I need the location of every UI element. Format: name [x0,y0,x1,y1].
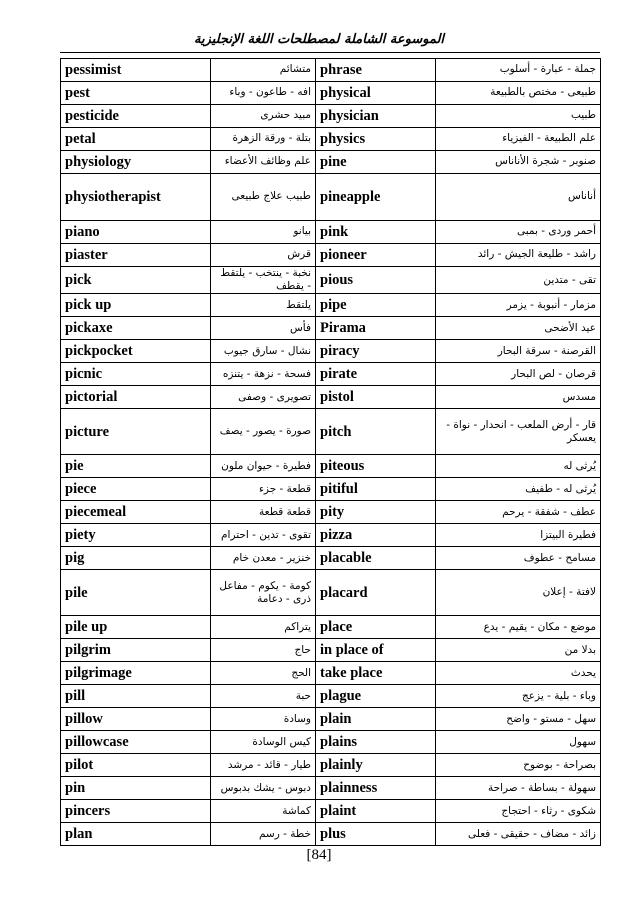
left-term: piety [61,524,211,547]
left-term: pilgrim [61,639,211,662]
right-term: take place [316,662,436,685]
table-row [61,294,601,317]
right-translation: وباء - بلية - يزعج [436,685,601,708]
right-term: placable [316,547,436,570]
left-term: pile [61,570,211,616]
right-term: pioneer [316,244,436,267]
right-translation: مسامح - عطوف [436,547,601,570]
right-translation: لافتة - إعلان [436,570,601,616]
table-row [61,151,601,174]
dictionary-body [61,59,601,846]
left-term: pincers [61,800,211,823]
table-row [61,221,601,244]
right-translation: موضع - مكان - يقيم - يدع [436,616,601,639]
right-translation: سهول [436,731,601,754]
right-translation: فطيرة البيتزا [436,524,601,547]
right-translation: تقى - متدين [436,267,601,294]
left-term: pessimist [61,59,211,82]
right-translation: القرصنة - سرقة البحار [436,340,601,363]
left-translation: كيس الوسادة [211,731,316,754]
right-translation: أحمر وردى - بمبى [436,221,601,244]
left-translation: خنزير - معدن خام [211,547,316,570]
right-translation: بصراحة - بوضوح [436,754,601,777]
table-row [61,685,601,708]
left-translation: قطعة قطعة [211,501,316,524]
table-row [61,82,601,105]
table-row [61,363,601,386]
right-translation: زائد - مضاف - حقيقى - فعلى [436,823,601,846]
left-translation: فسحة - نزهة - يتنزه [211,363,316,386]
table-row [61,823,601,846]
right-term: pine [316,151,436,174]
left-translation: صورة - يصور - يصف [211,409,316,455]
right-term: Pirama [316,317,436,340]
left-translation: مبيد حشرى [211,105,316,128]
right-term: pizza [316,524,436,547]
left-translation: فطيرة - حيوان ملون [211,455,316,478]
right-term: plus [316,823,436,846]
left-translation: فأس [211,317,316,340]
left-translation: يتراكم [211,616,316,639]
right-term: physician [316,105,436,128]
table-row [61,639,601,662]
right-translation: صنوبر - شجرة الأناناس [436,151,601,174]
left-term: petal [61,128,211,151]
left-term: pick [61,267,211,294]
table-row [61,570,601,616]
right-term: plaint [316,800,436,823]
table-row [61,128,601,151]
left-translation: دبوس - يشك بدبوس [211,777,316,800]
left-term: pillow [61,708,211,731]
table-row [61,547,601,570]
right-translation: شكوى - رثاء - احتجاج [436,800,601,823]
left-term: pilgrimage [61,662,211,685]
right-term: plainness [316,777,436,800]
left-translation: طيار - قائد - مرشد [211,754,316,777]
dictionary-table [60,58,601,846]
table-row [61,386,601,409]
right-translation: سهل - مستو - واضح [436,708,601,731]
right-term: piracy [316,340,436,363]
right-term: physical [316,82,436,105]
table-row [61,708,601,731]
left-term: picnic [61,363,211,386]
left-translation: حاج [211,639,316,662]
left-term: physiotherapist [61,174,211,221]
page-header-title: الموسوعة الشاملة لمصطلحات اللغة الإنجليزية [193,32,445,47]
right-translation: طبيعى - مختص بالطبيعة [436,82,601,105]
left-term: plan [61,823,211,846]
right-translation: راشد - طليعة الجيش - رائد [436,244,601,267]
left-term: pile up [61,616,211,639]
right-translation: قار - أرض الملعب - انحدار - نواة - يعسكر [436,409,601,455]
left-term: pie [61,455,211,478]
left-term: pickpocket [61,340,211,363]
right-term: pipe [316,294,436,317]
left-term: pictorial [61,386,211,409]
left-translation: حبة [211,685,316,708]
right-translation: طبيب [436,105,601,128]
left-term: picture [61,409,211,455]
right-translation: يُرثى له [436,455,601,478]
left-translation: بيانو [211,221,316,244]
table-row [61,662,601,685]
table-row [61,105,601,128]
table-row [61,501,601,524]
table-row [61,478,601,501]
left-term: pick up [61,294,211,317]
right-translation: مزمار - أنبوبة - يزمر [436,294,601,317]
table-row [61,409,601,455]
right-term: piteous [316,455,436,478]
right-translation: يُرثى له - طفيف [436,478,601,501]
left-translation: تقوى - تدين - احترام [211,524,316,547]
table-row [61,174,601,221]
left-term: pickaxe [61,317,211,340]
table-row [61,731,601,754]
left-translation: كماشة [211,800,316,823]
table-row [61,340,601,363]
right-term: plain [316,708,436,731]
right-term: plainly [316,754,436,777]
left-translation: نشال - سارق جيوب [211,340,316,363]
right-translation: يحدث [436,662,601,685]
right-term: plains [316,731,436,754]
right-translation: قرصان - لص البحار [436,363,601,386]
right-term: pink [316,221,436,244]
left-translation: طبيب علاج طبيعى [211,174,316,221]
right-translation: علم الطبيعة - الفيزياء [436,128,601,151]
left-term: piano [61,221,211,244]
left-term: piecemeal [61,501,211,524]
right-term: plague [316,685,436,708]
right-term: pistol [316,386,436,409]
right-translation: عيد الأضحى [436,317,601,340]
left-term: pill [61,685,211,708]
right-term: phrase [316,59,436,82]
right-term: physics [316,128,436,151]
table-row [61,800,601,823]
left-translation: قرش [211,244,316,267]
right-term: place [316,616,436,639]
left-translation: كومة - يكوم - مفاعل ذرى - دعامة [211,570,316,616]
left-term: pest [61,82,211,105]
right-term: in place of [316,639,436,662]
left-translation: علم وظائف الأعضاء [211,151,316,174]
left-term: pillowcase [61,731,211,754]
left-term: piaster [61,244,211,267]
left-translation: افه - طاعون - وباء [211,82,316,105]
right-translation: جملة - عبارة - أسلوب [436,59,601,82]
left-term: pesticide [61,105,211,128]
left-translation: تصويرى - وصفى [211,386,316,409]
left-translation: متشائم [211,59,316,82]
left-translation: الحج [211,662,316,685]
right-translation: مسدس [436,386,601,409]
table-row [61,754,601,777]
left-term: physiology [61,151,211,174]
table-row [61,267,601,294]
left-term: pilot [61,754,211,777]
left-translation: قطعة - جزء [211,478,316,501]
right-term: pious [316,267,436,294]
right-term: placard [316,570,436,616]
right-translation: بدلا من [436,639,601,662]
right-term: pity [316,501,436,524]
right-term: pitch [316,409,436,455]
table-row [61,616,601,639]
left-translation: بتلة - ورقة الزهرة [211,128,316,151]
table-row [61,317,601,340]
right-term: pitiful [316,478,436,501]
table-row [61,59,601,82]
table-row [61,524,601,547]
left-term: pig [61,547,211,570]
right-term: pirate [316,363,436,386]
right-term: pineapple [316,174,436,221]
right-translation: عطف - شفقة - يرحم [436,501,601,524]
left-term: pin [61,777,211,800]
left-term: piece [61,478,211,501]
header-rule [60,52,600,53]
table-row [61,777,601,800]
left-translation: يلتقط [211,294,316,317]
right-translation: أناناس [436,174,601,221]
left-translation: وسادة [211,708,316,731]
left-translation: نخبة - ينتخب - يلتقط - يقطف [211,267,316,294]
table-row [61,455,601,478]
right-translation: سهولة - بساطة - صراحة [436,777,601,800]
left-translation: خطة - رسم [211,823,316,846]
table-row [61,244,601,267]
page-number: [84] [306,847,332,863]
